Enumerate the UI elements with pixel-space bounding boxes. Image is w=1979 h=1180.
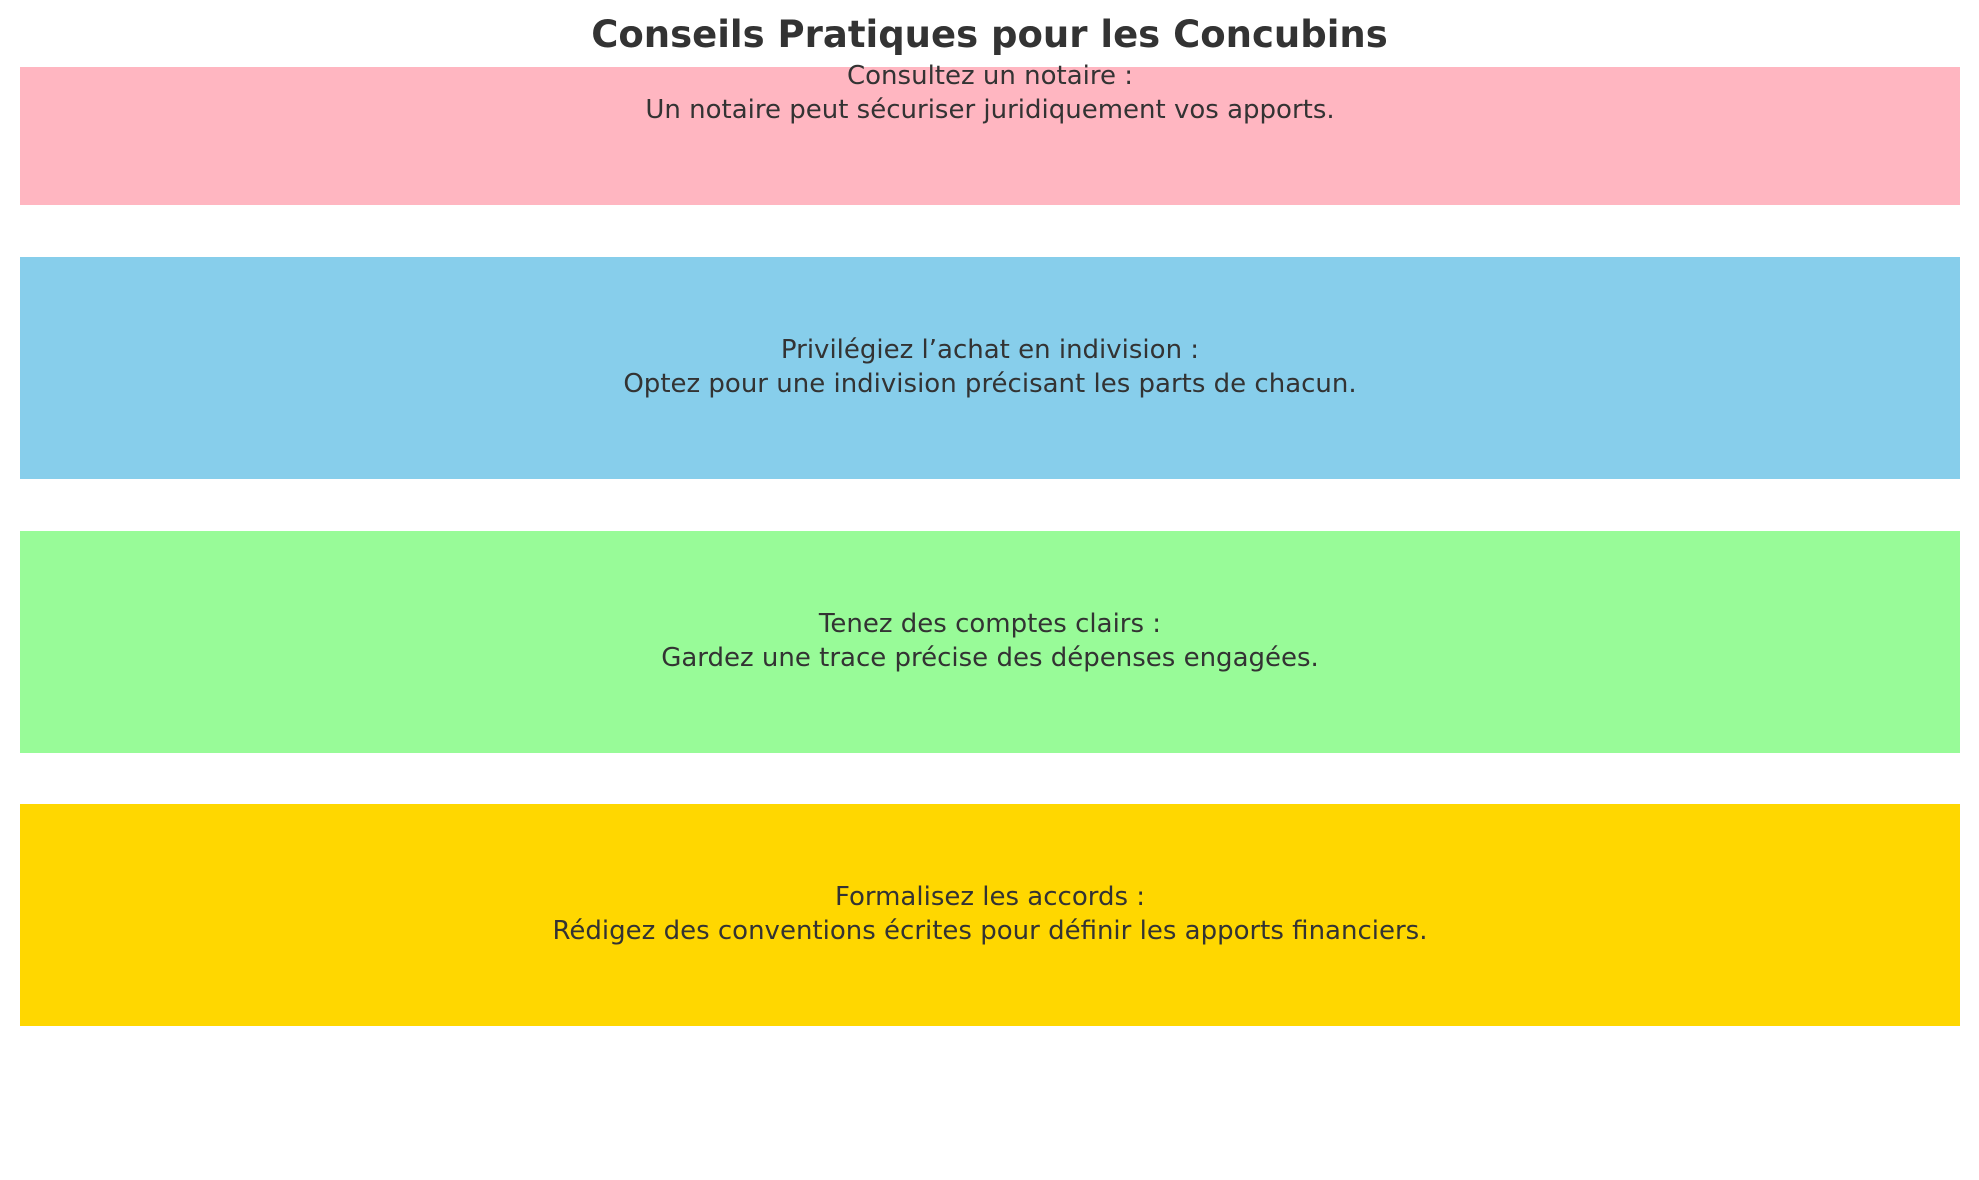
tip-heading: Privilégiez l’achat en indivision : (780, 335, 1200, 365)
tip-description: Rédigez des conventions écrites pour définir les apports financiers. (552, 916, 1428, 946)
tip-heading: Tenez des comptes clairs : (818, 609, 1162, 639)
tip-description: Optez pour une indivision précisant les parts de chacun. (623, 369, 1357, 399)
tip-heading: Consultez un notaire : (847, 61, 1133, 91)
tip-box-comptes (20, 531, 1960, 753)
tip-description: Un notaire peut sécuriser juridiquement vos apports. (645, 95, 1335, 125)
tip-box-indivision (20, 257, 1960, 479)
tip-box-accords (20, 804, 1960, 1026)
tip-text-block (20, 880, 1960, 948)
page-title: Conseils Pratiques pour les Concubins (591, 13, 1388, 56)
tip-heading: Formalisez les accords : (834, 882, 1146, 912)
tip-text-block (20, 59, 1960, 127)
tip-text-block (20, 333, 1960, 401)
tip-description: Gardez une trace précise des dépenses engagées. (661, 643, 1319, 673)
tip-box-notaire (20, 61, 1960, 205)
tip-text-block (20, 607, 1960, 675)
